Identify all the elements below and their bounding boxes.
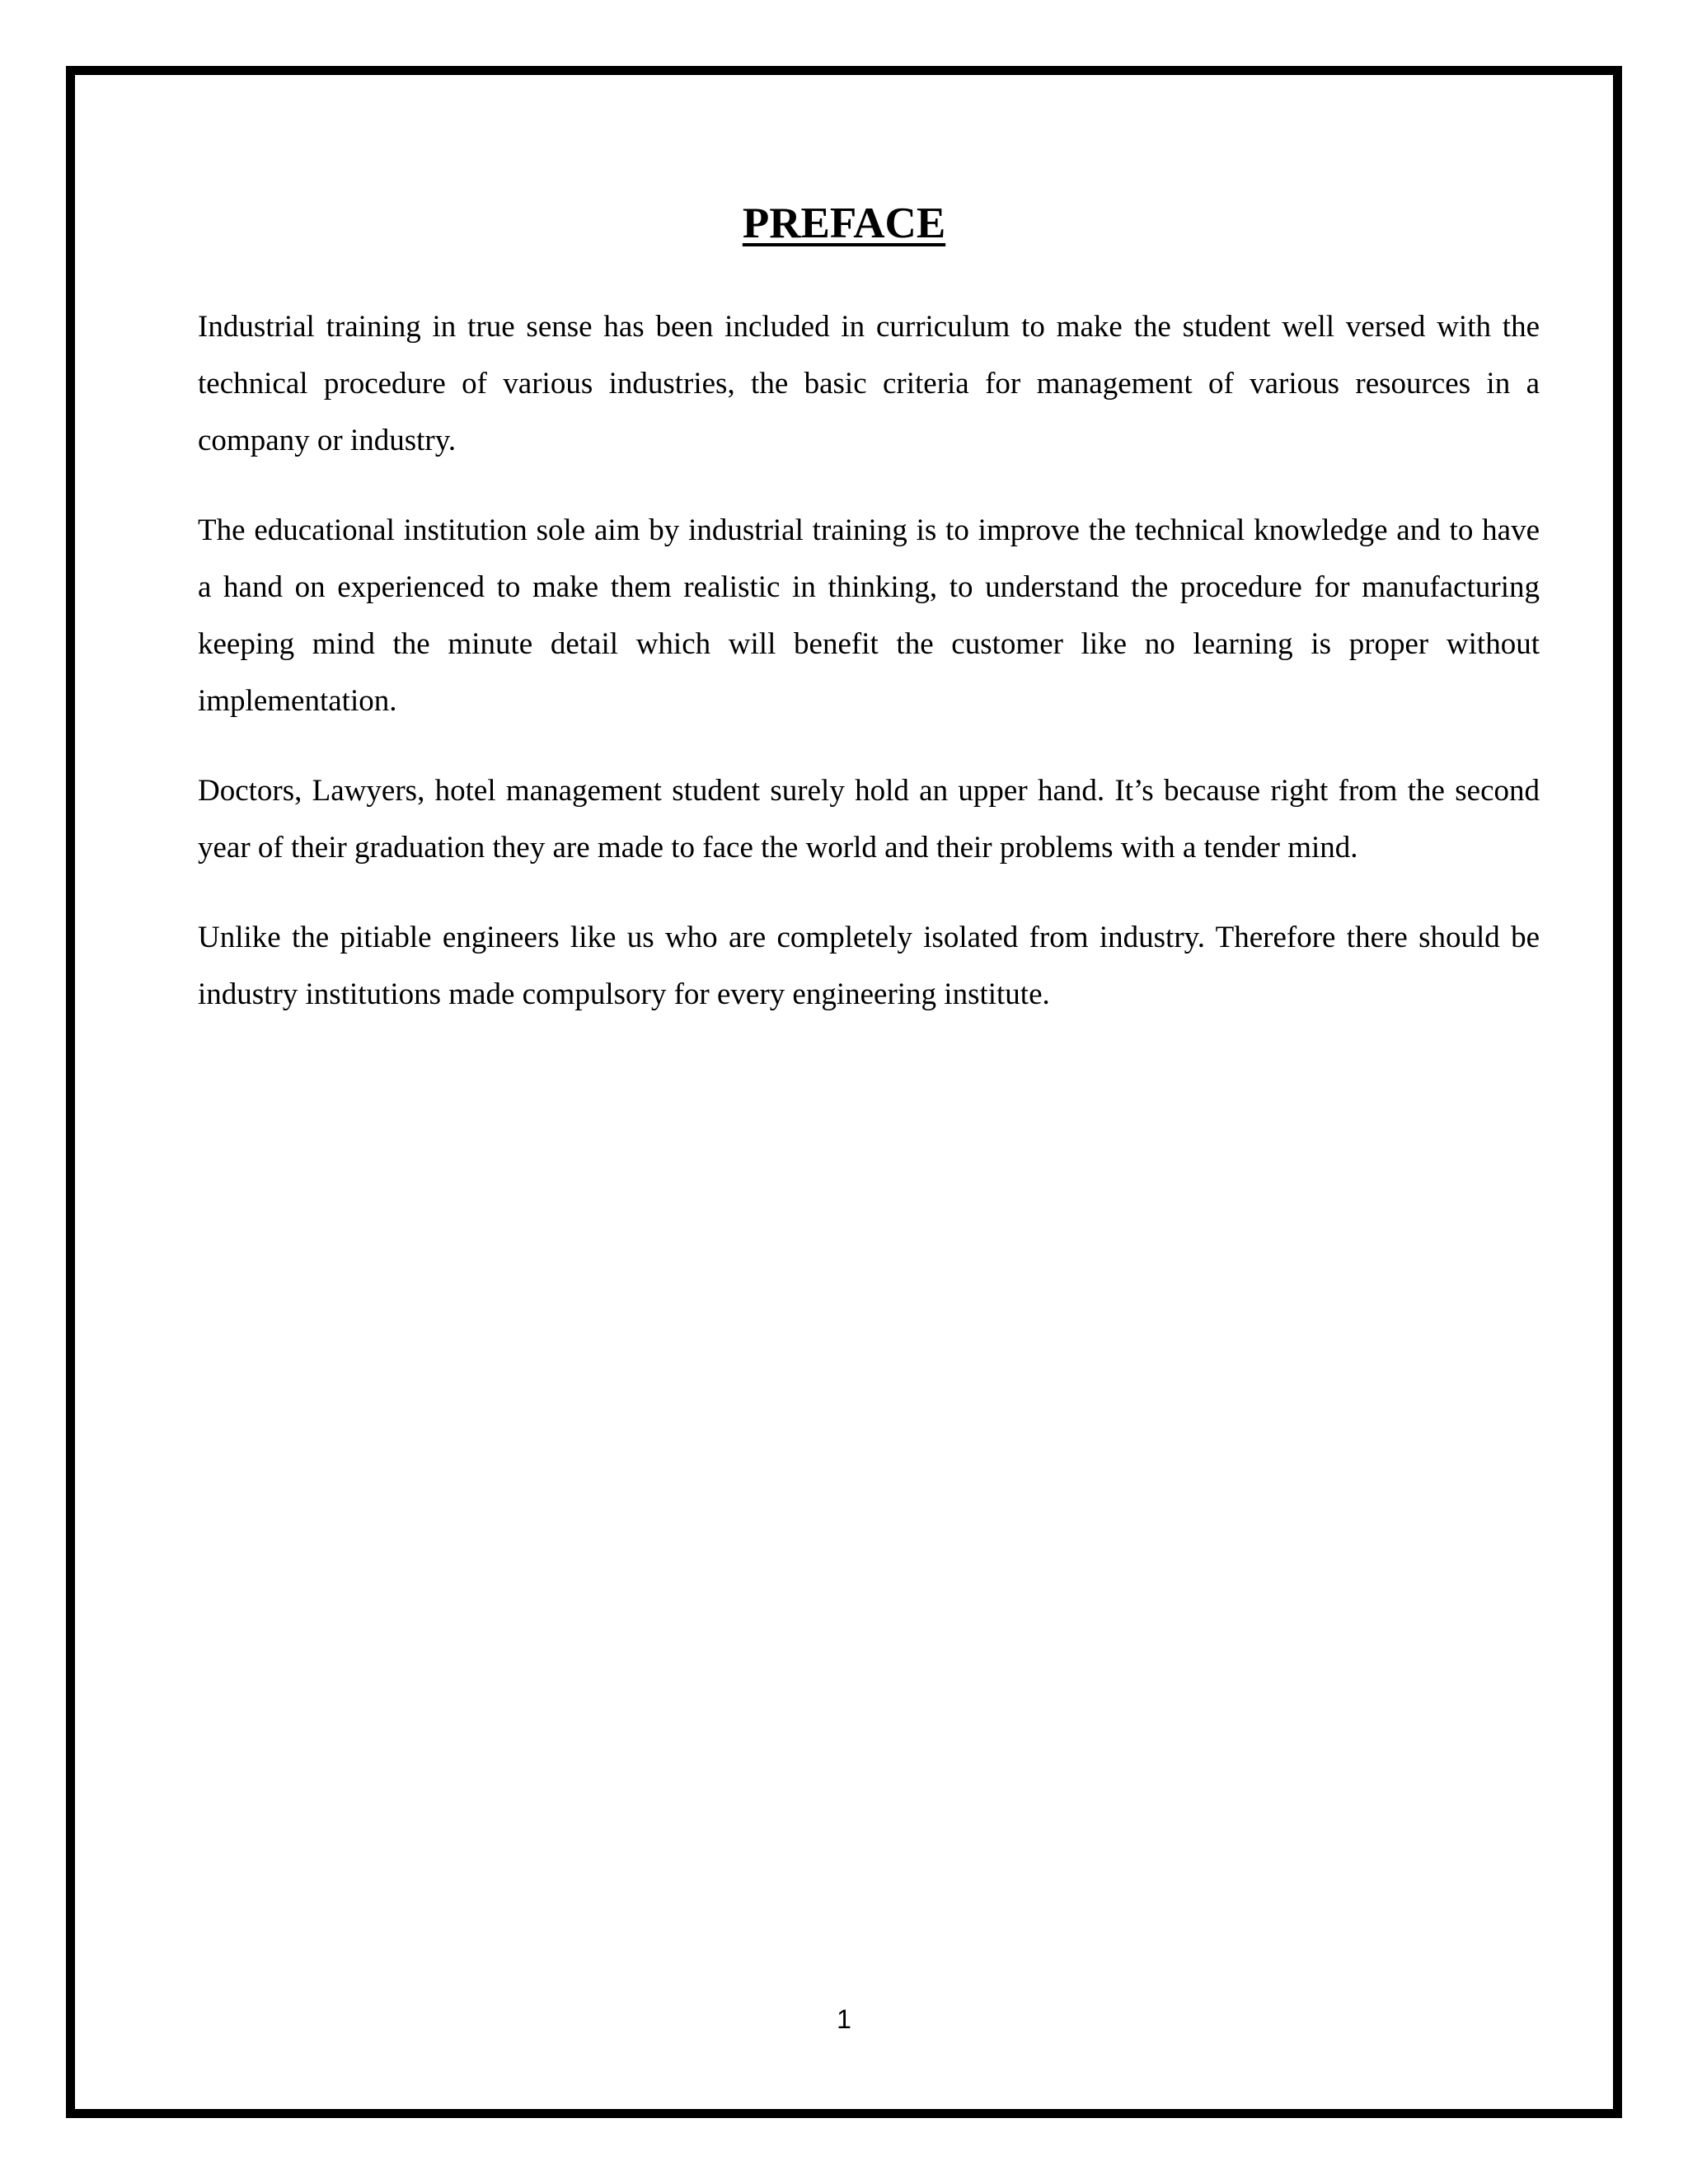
body-text xyxy=(198,298,1540,1056)
paragraph-2: The educational institution sole aim by industrial training is to improve the technical knowledge and to have a hand on experienced to make them realistic in thinking, to understand the procedure for manufacturing keeping mind the minute detail which will benefit the customer like no learning is proper without implementation. xyxy=(198,513,1540,718)
paragraph-4: Unlike the pitiable engineers like us who are completely isolated from industry. Therefore there should be industry institutions made compulsory for every engineering institute. xyxy=(198,921,1540,1011)
page-title xyxy=(0,194,1688,252)
page-number: 1 xyxy=(837,2004,851,2034)
paragraph-3: Doctors, Lawyers, hotel management student surely hold an upper hand. It’s because right from the second year of their graduation they are made to face the world and their problems with a tender mind. xyxy=(198,774,1540,865)
page-title-text: PREFACE xyxy=(742,199,946,247)
paragraph-1: Industrial training in true sense has been included in curriculum to make the student well versed with the technical procedure of various industries, the basic criteria for management of various resources in a company or industry. xyxy=(198,310,1540,457)
